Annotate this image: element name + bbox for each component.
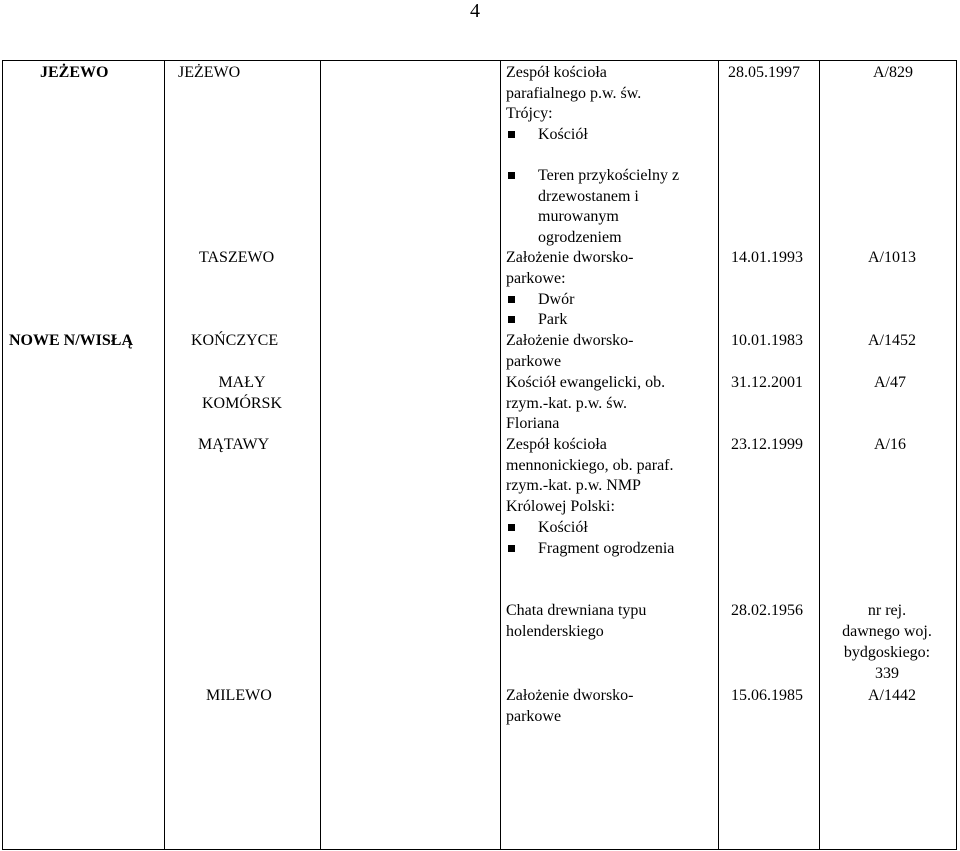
- column-divider: [320, 60, 321, 850]
- object-line: parafialnego p.w. św.: [506, 85, 642, 102]
- element-label: Kościół: [538, 126, 588, 143]
- element-label: Dwór: [538, 291, 575, 308]
- registry-number: A/1452: [868, 332, 916, 349]
- locality-name: MAŁY: [218, 374, 266, 391]
- object-line: Zespół kościoła: [506, 64, 607, 81]
- registry-date: 15.06.1985: [731, 687, 803, 704]
- gmina-name: JEŻEWO: [40, 64, 109, 81]
- object-line: Założenie dworsko-: [506, 249, 634, 266]
- locality-name: JEŻEWO: [178, 64, 241, 81]
- object-line: parkowe: [506, 708, 562, 725]
- element-line: drzewostanem i: [538, 188, 639, 205]
- object-line: Założenie dworsko-: [506, 687, 634, 704]
- registry-date: 14.01.1993: [731, 249, 803, 266]
- element-line: murowanym: [538, 208, 619, 225]
- column-divider: [500, 60, 501, 850]
- element-line: ogrodzeniem: [538, 229, 622, 246]
- locality-name: MILEWO: [206, 687, 272, 704]
- registry-number: A/829: [873, 64, 913, 81]
- registry-number: bydgoskiego:: [843, 644, 931, 661]
- registry-number: 339: [875, 665, 899, 682]
- column-divider: [718, 60, 719, 850]
- locality-name: KOŃCZYCE: [191, 332, 279, 349]
- registry-date: 10.01.1983: [731, 332, 803, 349]
- object-line: Kościół ewangelicki, ob.: [506, 374, 666, 391]
- object-line: parkowe: [506, 353, 562, 370]
- page-number: 4: [470, 0, 480, 22]
- element-label: Park: [538, 311, 568, 328]
- registry-number: A/16: [874, 436, 906, 453]
- element-label: Kościół: [538, 519, 588, 536]
- locality-name: MĄTAWY: [198, 436, 270, 453]
- registry-date: 28.05.1997: [728, 64, 800, 81]
- locality-name: TASZEWO: [199, 249, 275, 266]
- registry-date: 23.12.1999: [731, 436, 803, 453]
- register-table: [2, 60, 957, 850]
- element-label: Fragment ogrodzenia: [538, 540, 675, 557]
- object-line: Królowej Polski:: [506, 498, 615, 515]
- registry-number: dawnego woj.: [842, 623, 932, 640]
- object-line: holenderskiego: [506, 623, 604, 640]
- object-line: parkowe:: [506, 270, 566, 287]
- registry-date: 31.12.2001: [731, 374, 803, 391]
- gmina-name: NOWE N/WISŁĄ: [9, 332, 134, 349]
- object-line: rzym.-kat. p.w. św.: [506, 395, 628, 412]
- locality-name: KOMÓRSK: [201, 395, 282, 412]
- object-line: Trójcy:: [506, 105, 553, 122]
- registry-date: 28.02.1956: [731, 602, 803, 619]
- object-line: Założenie dworsko-: [506, 332, 634, 349]
- object-line: mennonickiego, ob. paraf.: [506, 457, 674, 474]
- object-line: Floriana: [506, 415, 560, 432]
- registry-number: A/1013: [868, 249, 916, 266]
- object-line: rzym.-kat. p.w. NMP: [506, 477, 641, 494]
- object-line: Chata drewniana typu: [506, 602, 647, 619]
- column-divider: [164, 60, 165, 850]
- registry-number: nr rej.: [867, 602, 907, 619]
- column-divider: [819, 60, 820, 850]
- registry-number: A/47: [874, 374, 906, 391]
- element-label: Teren przykościelny z: [538, 167, 680, 184]
- object-line: Zespół kościoła: [506, 436, 607, 453]
- registry-number: A/1442: [868, 687, 916, 704]
